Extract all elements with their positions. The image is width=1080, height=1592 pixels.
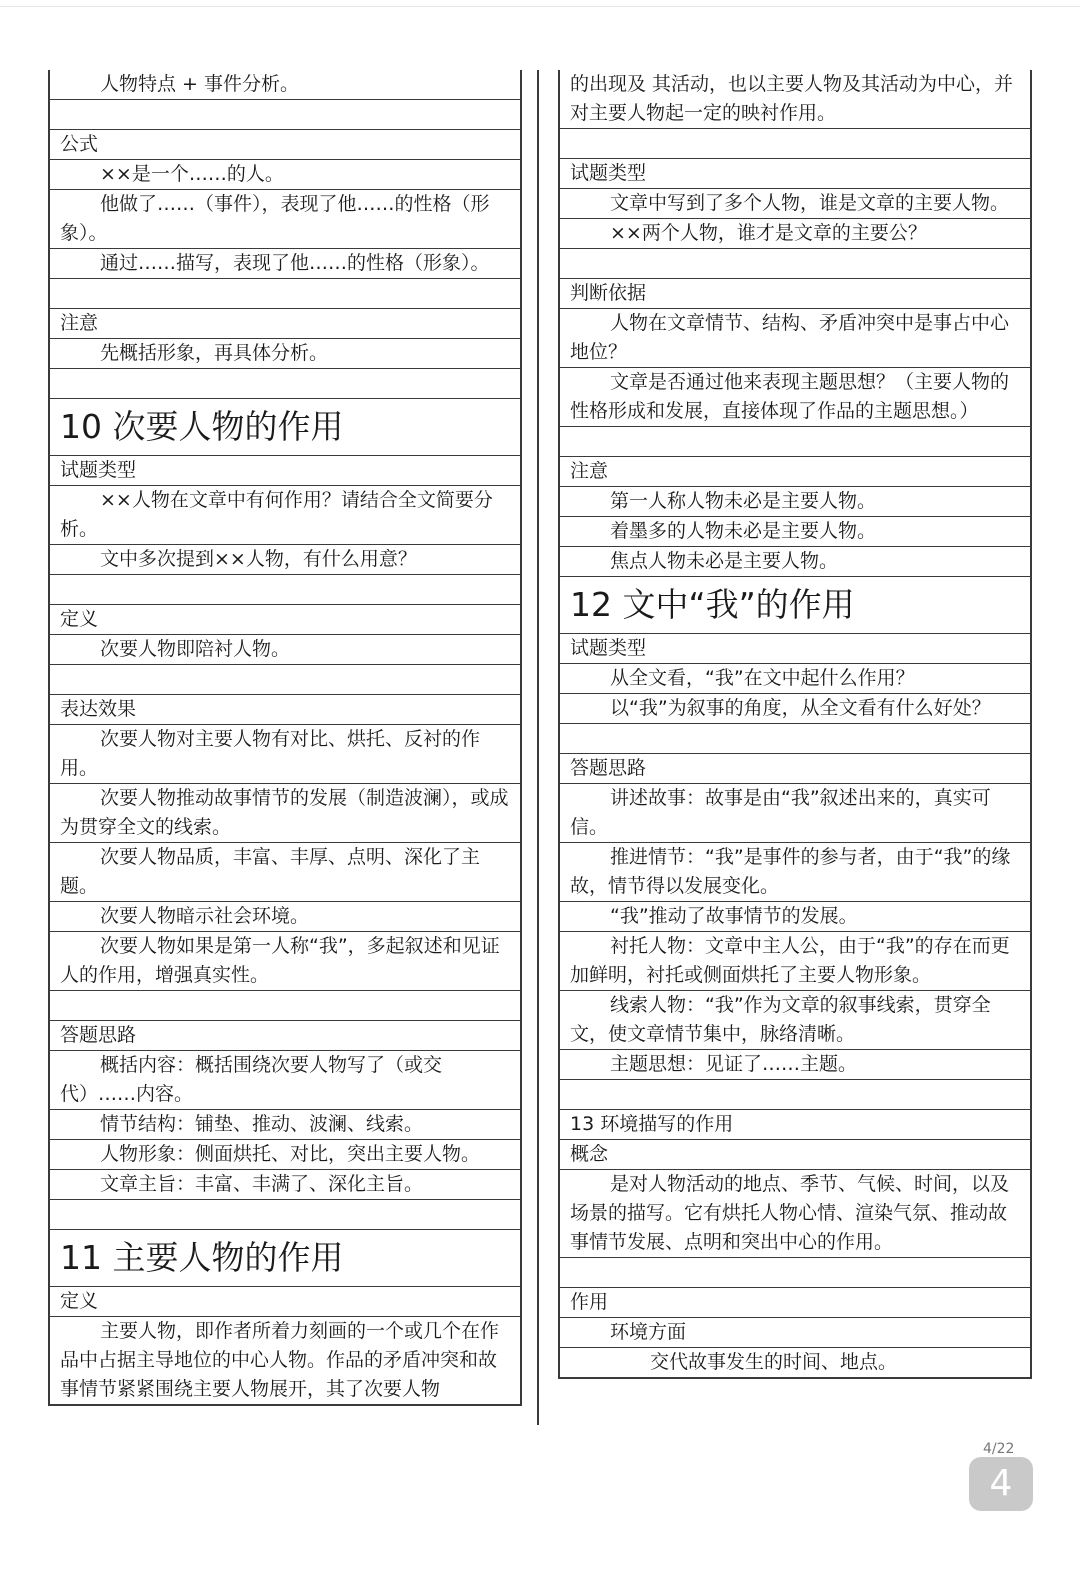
text-row: 主要人物，即作者所着力刻画的一个或几个在作品中占据主导地位的中心人物。作品的矛盾冲突和故事情节紧紧围绕主要人物展开，其了次要人物: [50, 1316, 520, 1404]
label-row: 注意: [560, 456, 1030, 486]
text-row: 文章主旨：丰富、丰满了、深化主旨。: [50, 1169, 520, 1199]
label-row: 作用: [560, 1287, 1030, 1317]
blank-row: [50, 99, 520, 129]
section-heading: 10 次要人物的作用: [50, 398, 520, 455]
text-row: 主题思想：见证了……主题。: [560, 1049, 1030, 1079]
right-column: [558, 70, 1032, 1379]
blank-row: [560, 426, 1030, 456]
text-row: 次要人物品质，丰富、丰厚、点明、深化了主题。: [50, 842, 520, 901]
label-row: 的出现及 其活动，也以主要人物及其活动为中心，并对主要人物起一定的映衬作用。: [570, 73, 1014, 124]
blank-row: [50, 278, 520, 308]
text-row: 人物特点 + 事件分析。: [100, 73, 299, 95]
blank-row: [560, 1257, 1030, 1287]
text-row: 他做了……（事件），表现了他……的性格（形象）。: [50, 189, 520, 248]
label-row: 试题类型: [560, 158, 1030, 188]
section-heading: 11 主要人物的作用: [50, 1229, 520, 1286]
label-row: 判断依据: [560, 278, 1030, 308]
text-row: 次要人物推动故事情节的发展（制造波澜），或成为贯穿全文的线索。: [50, 783, 520, 842]
column-divider: [537, 70, 539, 1425]
text-row: 通过……描写，表现了他……的性格（形象）。: [50, 248, 520, 278]
text-row: ××两个人物，谁才是文章的主要公？: [560, 218, 1030, 248]
top-divider: [0, 6, 1080, 7]
blank-row: [560, 248, 1030, 278]
blank-row: [50, 664, 520, 694]
text-row: 次要人物如果是第一人称“我”，多起叙述和见证人的作用，增强真实性。: [50, 931, 520, 990]
text-row: 文中多次提到××人物，有什么用意？: [50, 544, 520, 574]
text-row: 次要人物即陪衬人物。: [50, 634, 520, 664]
blank-row: [50, 1199, 520, 1229]
text-row: ××是一个……的人。: [50, 159, 520, 189]
blank-row: [560, 128, 1030, 158]
blank-row: [50, 368, 520, 398]
blank-row: [560, 1079, 1030, 1109]
text-row: ××人物在文章中有何作用？请结合全文简要分析。: [50, 485, 520, 544]
text-row: 文章是否通过他来表现主题思想？（主要人物的性格形成和发展，直接体现了作品的主题思想。）: [560, 367, 1030, 426]
blank-row: [50, 990, 520, 1020]
label-row: 13 环境描写的作用: [560, 1109, 1030, 1139]
label-row: 试题类型: [560, 633, 1030, 663]
text-row: 文章中写到了多个人物，谁是文章的主要人物。: [560, 188, 1030, 218]
label-row: 试题类型: [50, 455, 520, 485]
label-row: 答题思路: [50, 1020, 520, 1050]
text-row: 讲述故事：故事是由“我”叙述出来的，真实可信。: [560, 783, 1030, 842]
label-row: 定义: [50, 1286, 520, 1316]
text-row: 推进情节：“我”是事件的参与者，由于“我”的缘故，情节得以发展变化。: [560, 842, 1030, 901]
left-column: [48, 70, 522, 1406]
text-row: 以“我”为叙事的角度，从全文看有什么好处？: [560, 693, 1030, 723]
text-row: 交代故事发生的时间、地点。: [560, 1347, 1030, 1377]
text-row: 次要人物对主要人物有对比、烘托、反衬的作用。: [50, 724, 520, 783]
text-row: 从全文看，“我”在文中起什么作用？: [560, 663, 1030, 693]
text-row: 人物在文章情节、结构、矛盾冲突中是事占中心地位？: [560, 308, 1030, 367]
text-row: 是对人物活动的地点、季节、气候、时间，以及场景的描写。它有烘托人物心情、渲染气氛、推动故事情节发展、点明和突出中心的作用。: [560, 1169, 1030, 1257]
text-row: 线索人物：“我”作为文章的叙事线索，贯穿全文，使文章情节集中，脉络清晰。: [560, 990, 1030, 1049]
label-row: 概念: [560, 1139, 1030, 1169]
text-row: 人物形象：侧面烘托、对比，突出主要人物。: [50, 1139, 520, 1169]
page-number-badge[interactable]: 4: [969, 1457, 1033, 1511]
label-row: 定义: [50, 604, 520, 634]
label-row: 表达效果: [50, 694, 520, 724]
text-row: 焦点人物未必是主要人物。: [560, 546, 1030, 576]
text-row: 概括内容：概括围绕次要人物写了（或交代）……内容。: [50, 1050, 520, 1109]
text-row: 次要人物暗示社会环境。: [50, 901, 520, 931]
blank-row: [560, 723, 1030, 753]
text-row: 先概括形象，再具体分析。: [50, 338, 520, 368]
page-counter: 4/22: [983, 1441, 1015, 1457]
label-row: 注意: [50, 308, 520, 338]
label-row: 答题思路: [560, 753, 1030, 783]
label-row: 公式: [50, 129, 520, 159]
section-heading: 12 文中“我”的作用: [560, 576, 1030, 633]
text-row: 着墨多的人物未必是主要人物。: [560, 516, 1030, 546]
text-row: 第一人称人物未必是主要人物。: [560, 486, 1030, 516]
text-row: 环境方面: [560, 1317, 1030, 1347]
text-row: “我”推动了故事情节的发展。: [560, 901, 1030, 931]
text-row: 情节结构：铺垫、推动、波澜、线索。: [50, 1109, 520, 1139]
text-row: 衬托人物：文章中主人公，由于“我”的存在而更加鲜明，衬托或侧面烘托了主要人物形象。: [560, 931, 1030, 990]
blank-row: [50, 574, 520, 604]
